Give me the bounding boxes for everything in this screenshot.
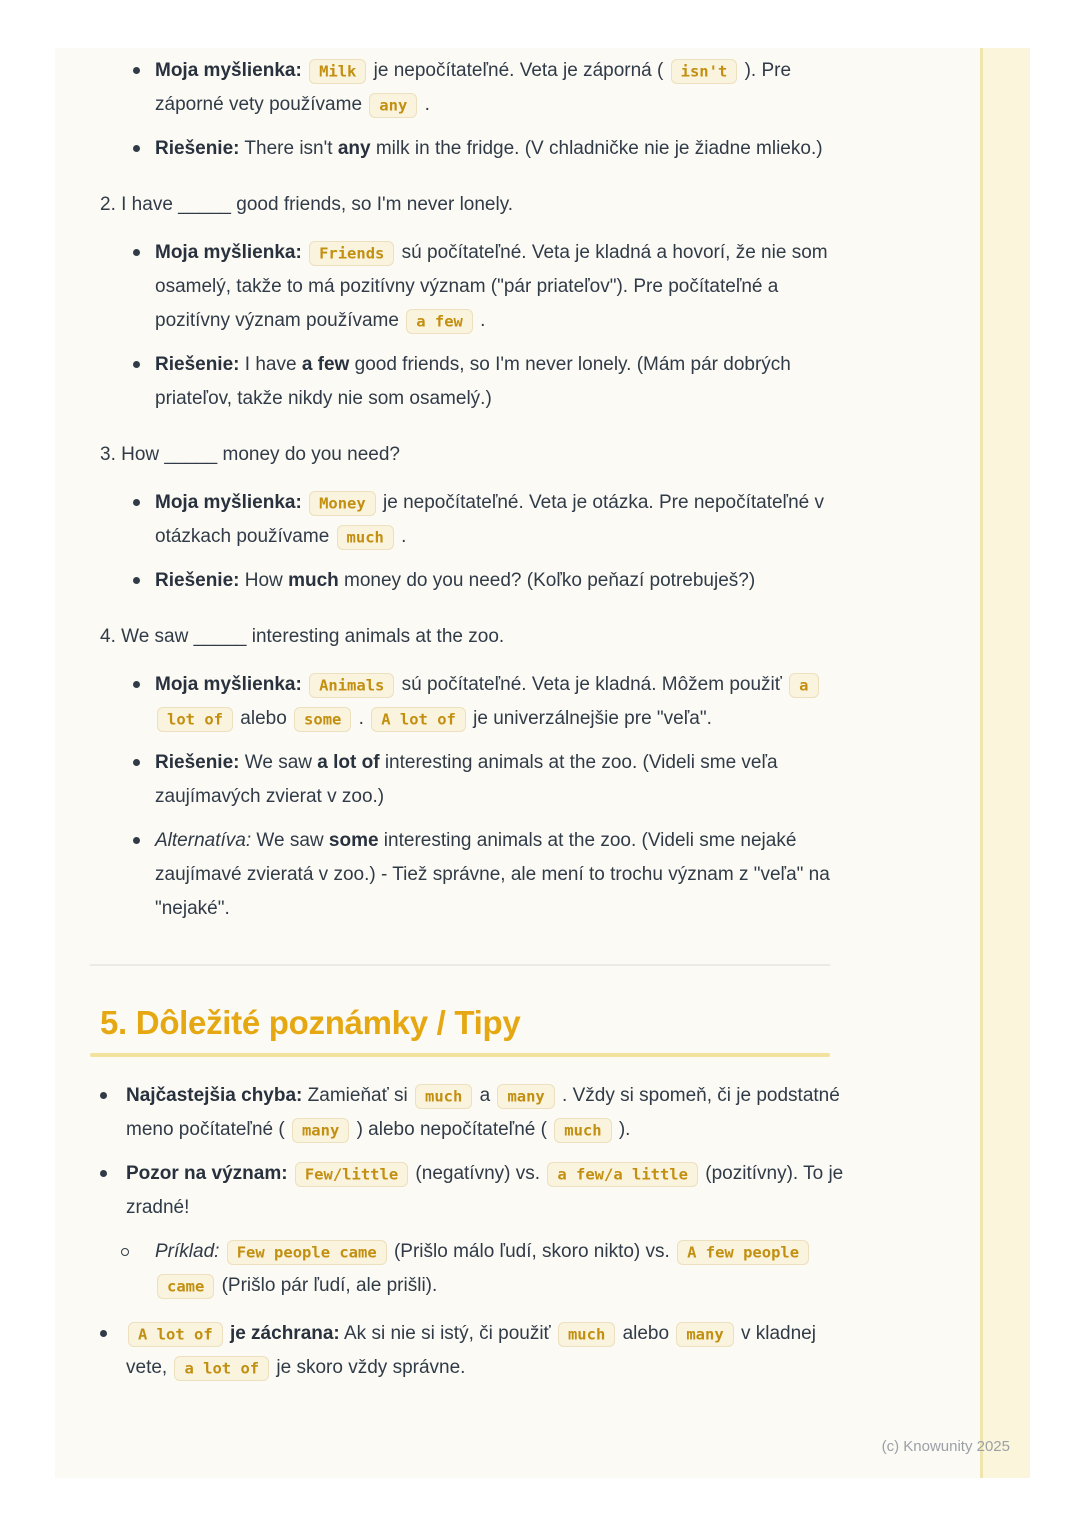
exercise-question: 3. How _____ money do you need? [100,444,400,465]
text: (Prišlo pár ľudí, ale prišli). [216,1275,438,1296]
code-chip: some [294,707,351,732]
list-item-text [155,492,824,547]
code-chip: A lot of [371,707,466,732]
bold-text: Najčastejšia chyba: [126,1085,303,1106]
exercise-question: 4. We saw _____ interesting animals at the zoo. [100,626,505,647]
list-item-text [155,242,828,331]
code-chip: much [558,1322,615,1347]
circle-bullet-icon [121,1248,129,1256]
text: interesting animals at the zoo. (Videli sme veľa zaujímavých zvierat v zoo.) [155,752,778,807]
code-chip: a few [406,309,473,334]
code-chip: Animals [309,673,394,698]
list-item [121,1235,845,1303]
list-item-text [155,570,755,591]
text: interesting animals at the zoo. (Videli sme nejaké zaujímavé zvieratá v zoo.) - Tiež správne, ale mení to trochu význam z "veľa" na "nejaké". [155,830,830,919]
disc-bullet-icon [133,681,140,688]
disc-bullet-icon [133,145,140,152]
code-chip: Few/little [295,1162,408,1187]
list-item-text [126,1163,843,1218]
disc-bullet-icon [133,759,140,766]
text: sú počítateľné. Veta je kladná. Môžem použiť [396,674,788,695]
disc-bullet-icon [100,1170,107,1177]
list-item-text [126,1085,840,1140]
list-item [133,132,845,166]
list-item-text [155,138,823,159]
bold-text: any [337,138,371,159]
text: . [419,94,430,115]
text: (pozitívny). To je zradné! [126,1163,844,1218]
code-chip: a lot of [157,673,819,732]
section-divider [90,964,830,966]
list-item [133,236,845,338]
text: sú počítateľné. Veta je kladná a hovorí, že nie som osamelý, takže to má pozitívny význam ("pár priateľov"). Pre počítateľné a pozitívny význam používame [155,242,828,331]
list-item [133,824,845,926]
bold-text: much [288,570,339,591]
text: v kladnej vete, [126,1323,816,1378]
text: milk in the fridge. (V chladničke nie je žiadne mlieko.) [370,138,823,159]
list-item-text [155,674,821,729]
bold-text: a few [301,354,350,375]
code-chip: many [676,1322,733,1347]
section-heading: 5. Dôležité poznámky / Tipy [100,1004,521,1041]
list-item [100,1317,845,1385]
text [302,674,307,695]
copyright-watermark: (c) Knowunity 2025 [881,1438,1010,1455]
exercise-bullet-list [100,486,845,598]
list-item-text [155,752,778,807]
code-chip: Money [309,491,376,516]
bold-text: je záchrana: [229,1323,340,1344]
text: ). [613,1119,631,1140]
list-item-text [155,830,830,919]
text: money do you need? (Koľko peňazí potrebuješ?) [338,570,756,591]
bold-text: Pozor na význam: [126,1163,288,1184]
text: ) alebo nepočítateľné ( [351,1119,553,1140]
text: alebo [235,708,293,729]
disc-bullet-icon [133,361,140,368]
document-content [55,48,1030,1385]
disc-bullet-icon [133,249,140,256]
disc-bullet-icon [133,67,140,74]
text: . [395,526,407,547]
list-item [133,746,845,814]
code-chip: Friends [309,241,394,266]
code-chip: any [369,93,417,118]
code-chip: Few people came [227,1240,387,1265]
bold-text: Riešenie: [155,138,240,159]
code-chip: many [497,1084,554,1109]
code-chip: A lot of [128,1322,223,1347]
text [288,1163,293,1184]
disc-bullet-icon [133,577,140,584]
code-chip: isn't [671,59,738,84]
list-item [133,668,845,736]
code-chip: A few people came [157,1240,809,1299]
text: We saw [251,830,329,851]
exercise-question: 2. I have _____ good friends, so I'm never lonely. [100,194,514,215]
text: a [474,1085,496,1106]
text: I have [239,354,302,375]
text: je univerzálnejšie pre "veľa". [467,708,712,729]
bold-text: Moja myšlienka: [155,674,302,695]
text: ). Pre záporné vety používame [155,60,792,115]
text: je nepočítateľné. Veta je záporná ( [368,60,669,81]
disc-bullet-icon [133,837,140,844]
text: je skoro vždy správne. [271,1357,466,1378]
text: Ak si nie si istý, či použiť [339,1323,556,1344]
code-chip: Milk [309,59,366,84]
text: . [474,310,486,331]
text: How [239,570,289,591]
list-item [133,564,845,598]
italic-text: Príklad: [155,1241,220,1262]
disc-bullet-icon [100,1330,107,1337]
text: je nepočítateľné. Veta je otázka. Pre nepočítateľné v otázkach používame [155,492,825,547]
list-item-text [126,1323,816,1378]
code-chip: much [337,525,394,550]
code-chip: many [292,1118,349,1143]
list-item [100,1079,845,1147]
code-chip: much [554,1118,611,1143]
text: (Prišlo málo ľudí, skoro nikto) vs. [388,1241,676,1262]
text [219,1241,224,1262]
document-page [55,48,1030,1478]
text: Zamieňať si [302,1085,413,1106]
text: good friends, so I'm never lonely. (Mám pár dobrých priateľov, takže nikdy nie som osamelý.) [155,354,791,409]
text: There isn't [239,138,338,159]
example-sublist [100,1235,845,1303]
list-item [133,54,845,122]
bold-text: some [328,830,379,851]
text [302,242,307,263]
list-item-text [155,60,791,115]
italic-text: Alternatíva: [155,830,252,851]
text: alebo [617,1323,675,1344]
text: (negatívny) vs. [410,1163,546,1184]
code-chip: much [415,1084,472,1109]
disc-bullet-icon [100,1092,107,1099]
list-item-text [155,354,791,409]
text: We saw [239,752,318,773]
text [302,60,307,81]
disc-bullet-icon [133,499,140,506]
code-chip: a lot of [174,1356,269,1381]
bold-text: a lot of [317,752,380,773]
heading-underline-accent [90,1053,830,1057]
text: . Vždy si spomeň, či je podstatné meno počítateľné ( [126,1085,840,1140]
list-item-text [155,1241,811,1296]
list-item [133,486,845,554]
code-chip: a few/a little [547,1162,698,1187]
bold-text: Moja myšlienka: [155,242,302,263]
exercise1-bullet-list [100,54,845,166]
exercise-bullet-list [100,236,845,416]
list-item [100,1157,845,1225]
bold-text: Riešenie: [155,570,240,591]
bold-text: Riešenie: [155,354,240,375]
tips-bullet-list [100,1079,845,1385]
list-item [133,348,845,416]
exercise-bullet-list [100,668,845,926]
bold-text: Riešenie: [155,752,240,773]
bold-text: Moja myšlienka: [155,492,302,513]
text: . [353,708,370,729]
numbered-exercise-list [100,188,845,926]
text [302,492,307,513]
bold-text: Moja myšlienka: [155,60,302,81]
